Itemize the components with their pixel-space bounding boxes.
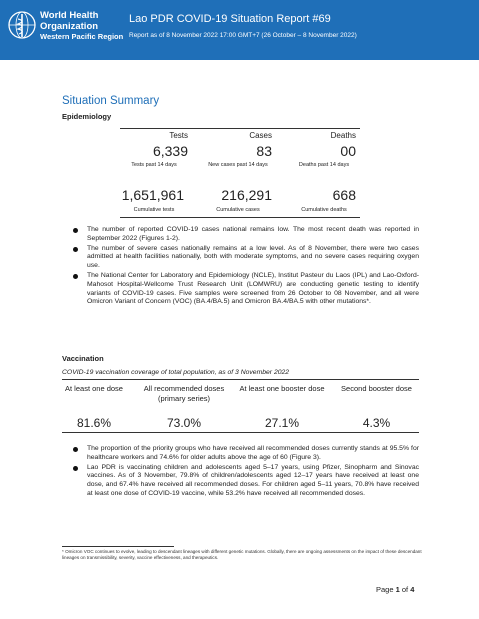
situation-summary-heading: Situation Summary bbox=[62, 95, 160, 107]
page-number bbox=[376, 585, 414, 594]
report-header bbox=[0, 0, 479, 60]
page-current: 1 bbox=[395, 585, 400, 594]
bullet-text: The National Center for Laboratory and Epidemiology (NCLE), Institut Pasteur du Laos (IPL) and Lao-Oxford-Mahosot Hospital-Wellcome Trust Research Unit (LOMWRU) are conducting genetic testing to identify variants of COVID-19 cases. Five samples were screened from 26 October to 08 November, and all were Omicron Variant of Concern (VOC) (BA.4/BA.5) and Omicron BA.4/BA.5 with other mutations*. bbox=[87, 271, 419, 306]
org-region: Western Pacific Region bbox=[40, 32, 124, 41]
bullet-text: The number of severe cases nationally remains at a low level. As of 8 November, there were two cases admitted at health facilities nationally, both with moderate symptoms, and no severe cases requiring oxygen use. bbox=[87, 244, 419, 270]
vaccination-heading: Vaccination bbox=[62, 354, 104, 363]
epidemiology-stats-table bbox=[120, 128, 360, 218]
bullet-text: Lao PDR is vaccinating children and adolescents aged 5–17 years, using Pfizer, Sinopharm and Sinovac vaccines. As of 3 November, 79.8% of children/adolescents aged 12–17 years have received at least one dose, and 67.4% have received all recommended doses. For children aged 5–11 years, 70.8% have received at least one dose of COVID-19 vaccine, while 53.2% have received all recommended doses. bbox=[87, 463, 419, 497]
stat-tests-cumulative: 1,651,961 bbox=[121, 187, 184, 203]
vax-col-value: 73.0% bbox=[166, 416, 202, 430]
epidemiology-bullets bbox=[62, 226, 419, 308]
who-emblem-icon bbox=[7, 10, 37, 40]
page-total: 4 bbox=[410, 585, 415, 594]
vaccination-caption: COVID-19 vaccination coverage of total population, as of 3 November 2022 bbox=[62, 369, 290, 376]
bullet-dot-icon bbox=[73, 447, 78, 452]
epidemiology-heading: Epidemiology bbox=[62, 112, 112, 121]
list-item bbox=[62, 226, 419, 244]
footnote: * Omicron VOC continues to evolve, leading to descendant lineages with different genetic mutations. Globally, there are ongoing assessments on the impact of these descendant lineages on transmissibility, severity, vaccine effectiveness, and therapeutics. bbox=[62, 549, 422, 560]
list-item bbox=[62, 245, 419, 271]
bullet-dot-icon bbox=[73, 228, 78, 233]
vax-col-label bbox=[132, 380, 236, 404]
bullet-dot-icon bbox=[73, 274, 78, 279]
caption-cases-recent: New cases past 14 days bbox=[208, 162, 268, 168]
vax-col-value: 4.3% bbox=[362, 416, 391, 430]
stat-deaths-recent: 00 bbox=[340, 143, 356, 159]
vax-col-all-doses bbox=[132, 380, 236, 434]
vax-col-second-booster bbox=[334, 380, 419, 434]
list-item bbox=[62, 272, 419, 307]
report-subtitle: Report as of 8 November 2022 17:00 GMT+7 (26 October – 8 November 2022) bbox=[129, 32, 357, 39]
stat-deaths-cumulative: 668 bbox=[332, 187, 356, 203]
stat-header-cases: Cases bbox=[249, 131, 272, 140]
bullet-text: The proportion of the priority groups who have received all recommended doses currently stands at 95.5% for healthcare workers and 74.6% for older adults above the age of 60 (Figure 3). bbox=[87, 445, 419, 461]
list-item bbox=[62, 445, 419, 463]
caption-deaths-recent: Deaths past 14 days bbox=[298, 162, 350, 168]
bullet-dot-icon bbox=[73, 466, 78, 471]
caption-tests-recent: Tests past 14 days bbox=[131, 162, 177, 168]
vax-col-value: 27.1% bbox=[264, 416, 300, 430]
vax-col-booster bbox=[230, 380, 334, 434]
list-item bbox=[62, 464, 419, 499]
vax-col-label: Second booster dose bbox=[341, 384, 412, 393]
stat-cases-recent: 83 bbox=[256, 143, 272, 159]
vax-col-label: At least one booster dose bbox=[239, 384, 325, 393]
stat-header-deaths: Deaths bbox=[330, 131, 356, 140]
footnote-divider bbox=[62, 546, 174, 547]
stat-header-tests: Tests bbox=[169, 131, 188, 140]
vax-col-label: At least one dose bbox=[65, 384, 123, 393]
caption-deaths-cumulative: Cumulative deaths bbox=[301, 207, 347, 213]
vax-col-one-dose bbox=[62, 380, 126, 434]
caption-cases-cumulative: Cumulative cases bbox=[216, 207, 260, 213]
bullet-text: The number of reported COVID-19 cases national remains low. The most recent death was reported in September 2022 (Figures 1-2). bbox=[87, 226, 419, 242]
report-title: Lao PDR COVID-19 Situation Report #69 bbox=[129, 13, 331, 25]
page-of: of bbox=[401, 585, 409, 594]
stat-cases-cumulative: 216,291 bbox=[221, 187, 272, 203]
caption-tests-cumulative: Cumulative tests bbox=[133, 207, 175, 213]
org-line-2: Organization bbox=[40, 20, 99, 32]
bullet-dot-icon bbox=[73, 247, 78, 252]
vax-col-label-sub: (primary series) bbox=[157, 394, 211, 403]
who-logo-text bbox=[40, 11, 123, 43]
org-line-1: World Health bbox=[40, 10, 99, 21]
vax-col-value: 81.6% bbox=[76, 416, 112, 430]
vaccination-coverage-table bbox=[62, 379, 419, 433]
page-prefix: Page bbox=[376, 585, 394, 594]
vax-col-label-main: All recommended doses bbox=[143, 384, 225, 393]
stat-tests-recent: 6,339 bbox=[152, 143, 188, 159]
vaccination-bullets bbox=[62, 445, 419, 500]
